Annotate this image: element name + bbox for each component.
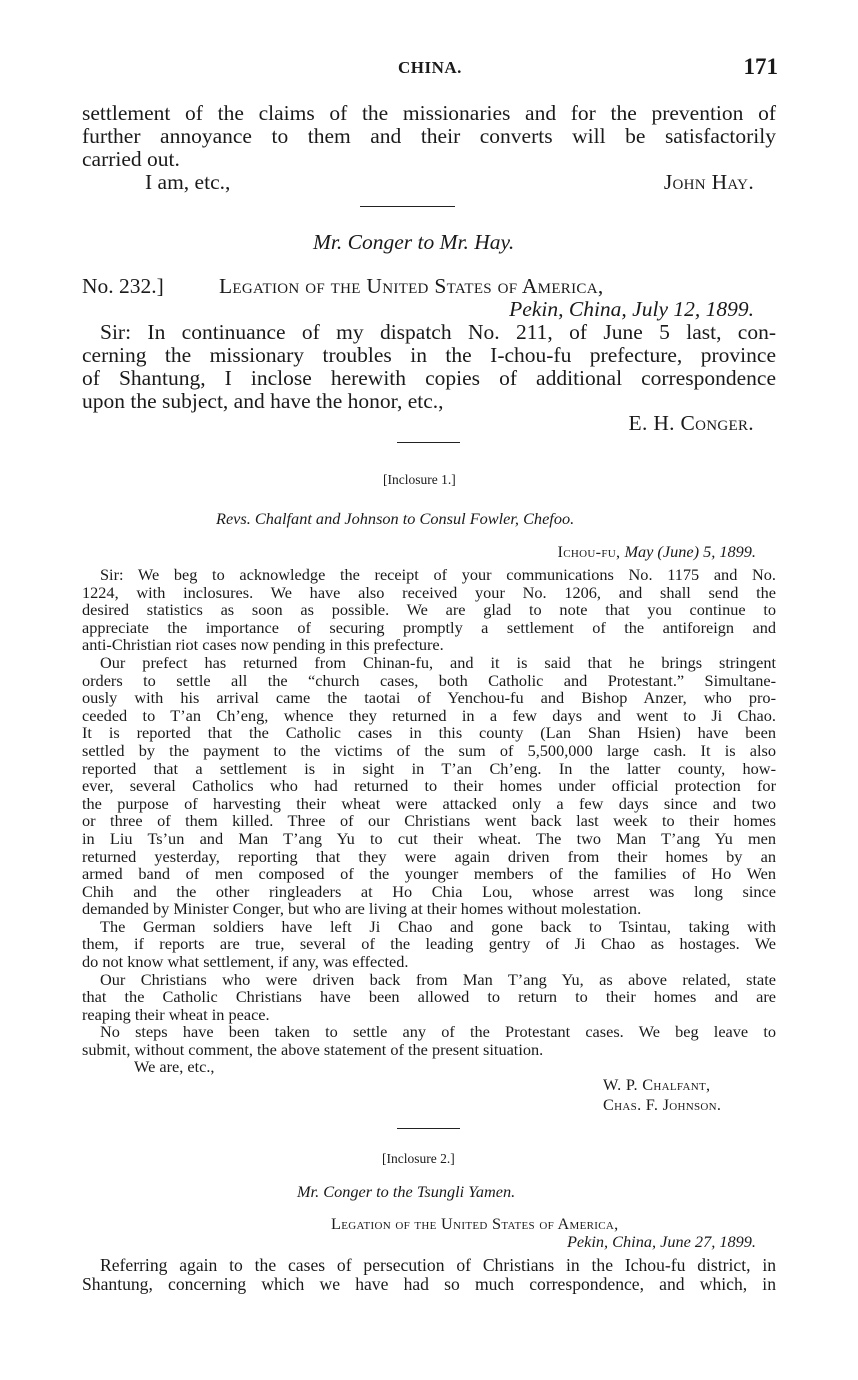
text-line: carried out. xyxy=(82,147,180,171)
text-line: Our prefect has returned from Chinan-fu, and it is said that he brings stringent xyxy=(100,652,776,672)
inclosure-label: [Inclosure 1.] xyxy=(383,472,456,487)
text-line: them, if reports are true, several of the leading gentry of Ji Chao as hostages. We xyxy=(82,934,776,954)
text-line: settlement of the claims of the missionaries and for the prevention of xyxy=(82,101,776,125)
text-line: appreciate the importance of securing promptly a settlement of the antiforeign and xyxy=(82,617,776,637)
text-line: anti-Christian riot cases now pending in this prefecture. xyxy=(82,635,444,655)
text-line: The German soldiers have left Ji Chao and gone back to Tsintau, taking with xyxy=(100,916,776,936)
text-line: in Liu Ts’un and Man T’ang Yu to cut their wheat. The two Man T’ang Yu men xyxy=(82,828,776,848)
text-line: orders to settle all the “church cases, both Catholic and Protestant.” Simultane- xyxy=(82,670,776,690)
inclosure-heading: Revs. Chalfant and Johnson to Consul Fowler, Chefoo. xyxy=(216,509,575,528)
inclosure-place-date: Pekin, China, June 27, 1899. xyxy=(566,1232,756,1251)
text-line: do not know what settlement, if any, was effected. xyxy=(82,952,409,972)
text-line: ever, several Catholics who had returned to their homes under official protection for xyxy=(82,776,776,796)
text-line: ceeded to T’an Ch’eng, whence they returned in a few days and went to Ji Chao. xyxy=(82,705,776,725)
text-line: No steps have been taken to settle any of the Protestant cases. We beg leave to xyxy=(100,1022,776,1042)
text-line: reported that a settlement is in sight in T’an Ch’eng. In the latter county, how- xyxy=(82,758,776,778)
signature-johnson: Chas. F. Johnson. xyxy=(603,1095,722,1114)
section-divider xyxy=(397,442,460,443)
running-header-title: CHINA. xyxy=(398,58,462,77)
text-line: It is reported that the Catholic cases in this county (Lan Shan Hsien) have been xyxy=(82,723,776,743)
inclosure-dateline xyxy=(558,543,756,561)
dispatch-body xyxy=(82,321,776,413)
section-divider xyxy=(360,206,455,207)
signature-chalfant: W. P. Chalfant, xyxy=(603,1075,711,1094)
dispatch-legation: Legation of the United States of America, xyxy=(219,274,604,298)
text-line: Our Christians who were driven back from Man T’ang Yu, as above related, state xyxy=(100,969,776,989)
signature-conger: E. H. Conger. xyxy=(628,411,754,435)
text-line: reaping their wheat in peace. xyxy=(82,1004,270,1024)
text-line: Sir: In continuance of my dispatch No. 211, of June 5 last, con- xyxy=(100,320,776,344)
text-line: armed band of men composed of the younger members of the families of Ho Wen xyxy=(82,864,776,884)
text-line: Sir: We beg to acknowledge the receipt of your communications No. 1175 and No. xyxy=(100,565,776,584)
dispatch-place-date: Pekin, China, July 12, 1899. xyxy=(509,297,754,321)
text-line: or three of them killed. Three of our Christians went back last week to their homes xyxy=(82,811,776,831)
inclosure-label: [Inclosure 2.] xyxy=(382,1151,455,1166)
section-divider xyxy=(397,1128,460,1129)
text-line: demanded by Minister Conger, but who are living at their homes without molestation. xyxy=(82,899,642,919)
text-line: of Shantung, I inclose herewith copies of additional correspondence xyxy=(82,366,776,390)
closing-line: I am, etc., xyxy=(145,170,231,194)
text-line: returned yesterday, reporting that they were again driven from their homes by an xyxy=(82,846,776,866)
text-line: desired statistics as soon as possible. We are glad to note that you continue to xyxy=(82,600,776,620)
inclosure-body xyxy=(82,566,776,1059)
text-line: upon the subject, and have the honor, etc., xyxy=(82,389,444,413)
dateline-place: Ichou-fu, xyxy=(557,542,621,561)
text-line: settled by the payment to the victims of the sum of 5,500,000 large cash. It is also xyxy=(82,740,776,760)
inclosure-legation: Legation of the United States of America, xyxy=(331,1214,619,1233)
text-line: Chih and the other ringleaders at Ho Chia Lou, whose arrest was long since xyxy=(82,881,776,901)
text-line: the purpose of harvesting their wheat were attacked only a few days since and two xyxy=(82,793,776,813)
text-line: submit, without comment, the above statement of the present situation. xyxy=(82,1040,544,1060)
dispatch-number: No. 232.] xyxy=(82,274,164,298)
inclosure-body xyxy=(82,1256,776,1294)
text-line: Referring again to the cases of persecution of Christians in the Ichou-fu district, in xyxy=(100,1255,776,1275)
signature-john-hay: John Hay. xyxy=(663,170,754,194)
page-number: 171 xyxy=(743,54,778,79)
text-line: that the Catholic Christians have been allowed to return to their homes and are xyxy=(82,987,776,1007)
text-line: 1224, with inclosures. We have also received your No. 1206, and shall send the xyxy=(82,582,776,602)
dateline-date: May (June) 5, 1899. xyxy=(624,542,756,561)
text-line: further annoyance to them and their converts will be satisfactorily xyxy=(82,124,776,148)
closing-line: We are, etc., xyxy=(134,1057,215,1076)
dispatch-heading: Mr. Conger to Mr. Hay. xyxy=(313,230,515,254)
text-line: Shantung, concerning which we have had so much correspondence, and which, in xyxy=(82,1274,776,1294)
text-line: cerning the missionary troubles in the I-chou-fu prefecture, province xyxy=(82,343,776,367)
continuation-paragraph xyxy=(82,102,776,171)
text-line: ously with his arrival came the taotai of Yenchou-fu and Bishop Anzer, who pro- xyxy=(82,688,776,708)
inclosure-heading: Mr. Conger to the Tsungli Yamen. xyxy=(297,1182,516,1201)
